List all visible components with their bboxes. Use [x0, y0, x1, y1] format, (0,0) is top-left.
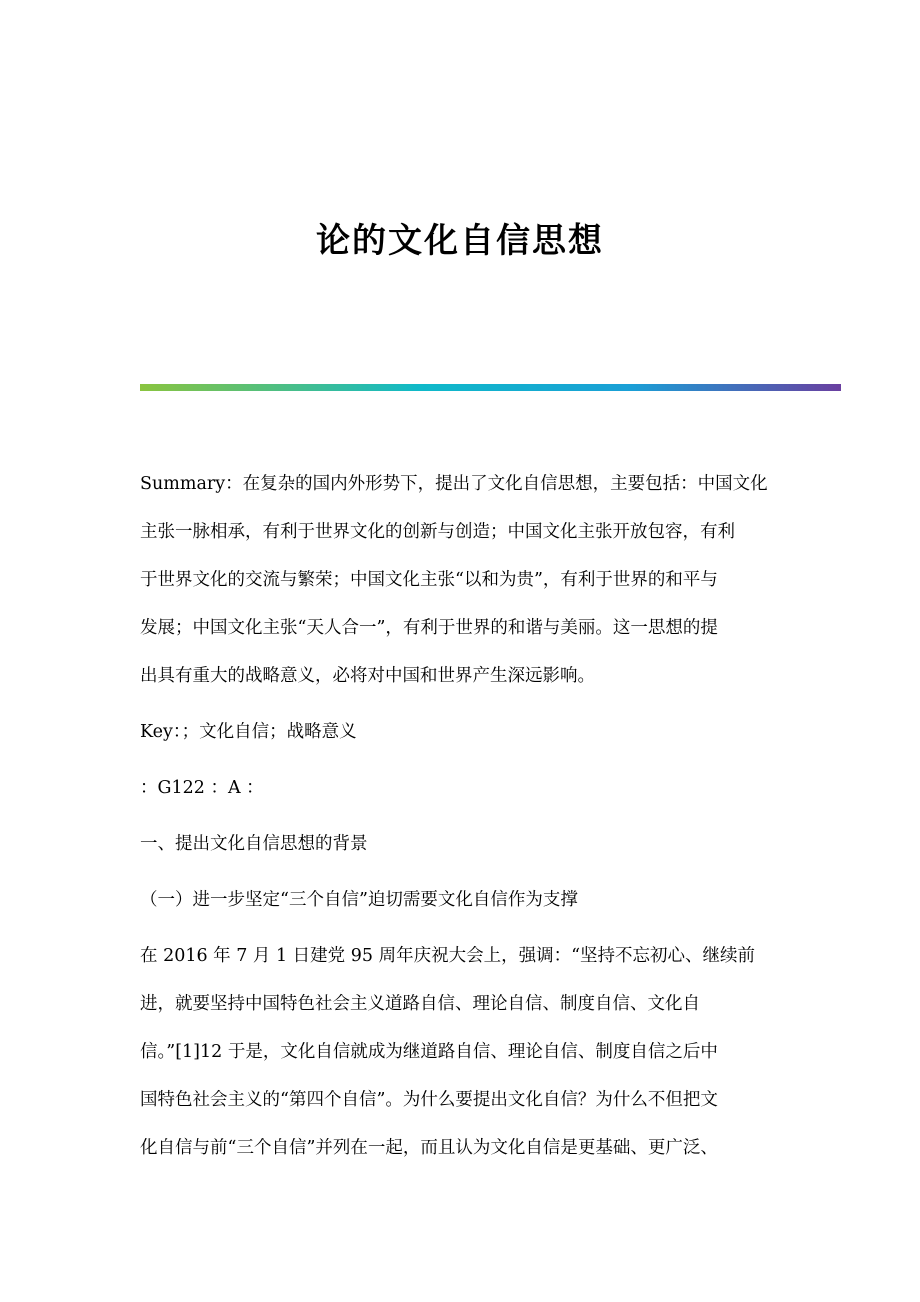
document-title: 论的文化自信思想: [316, 221, 604, 261]
abstract-line: Summary：在复杂的国内外形势下，提出了文化自信思想，主要包括：中国文化: [140, 474, 768, 494]
classification-codes: [140, 764, 780, 812]
paragraph-line: 信。”[1]12 于是，文化自信就成为继道路自信、理论自信、制度自信之后中: [140, 1042, 718, 1062]
abstract-line: 主张一脉相承，有利于世界文化的创新与创造；中国文化主张开放包容，有利: [140, 522, 735, 542]
body-paragraph: [140, 932, 780, 1172]
section-heading-text: 一、提出文化自信思想的背景: [140, 834, 368, 854]
keywords-line: Key：；文化自信；战略意义: [140, 722, 357, 742]
abstract-line: 出具有重大的战略意义，必将对中国和世界产生深远影响。: [140, 666, 595, 686]
classification-line: ：G122 ：A ：: [140, 778, 264, 798]
abstract-line: 于世界文化的交流与繁荣；中国文化主张“以和为贵”，有利于世界的和平与: [140, 570, 718, 590]
title-divider: [140, 384, 841, 391]
section-heading: [140, 820, 780, 868]
abstract-line: 发展；中国文化主张“天人合一”，有利于世界的和谐与美丽。这一思想的提: [140, 618, 718, 638]
subsection-heading: [140, 876, 780, 924]
paragraph-line: 化自信与前“三个自信”并列在一起，而且认为文化自信是更基础、更广泛、: [140, 1138, 718, 1158]
subsection-heading-text: （一）进一步坚定“三个自信”迫切需要文化自信作为支撑: [140, 890, 578, 910]
paragraph-line: 国特色社会主义的“第四个自信”。为什么要提出文化自信？为什么不但把文: [140, 1090, 718, 1110]
paragraph-line: 在 2016 年 7 月 1 日建党 95 周年庆祝大会上，强调：“坚持不忘初心、继续前: [140, 946, 756, 966]
abstract: [140, 460, 780, 700]
keywords: [140, 708, 780, 756]
paragraph-line: 进，就要坚持中国特色社会主义道路自信、理论自信、制度自信、文化自: [140, 994, 700, 1014]
